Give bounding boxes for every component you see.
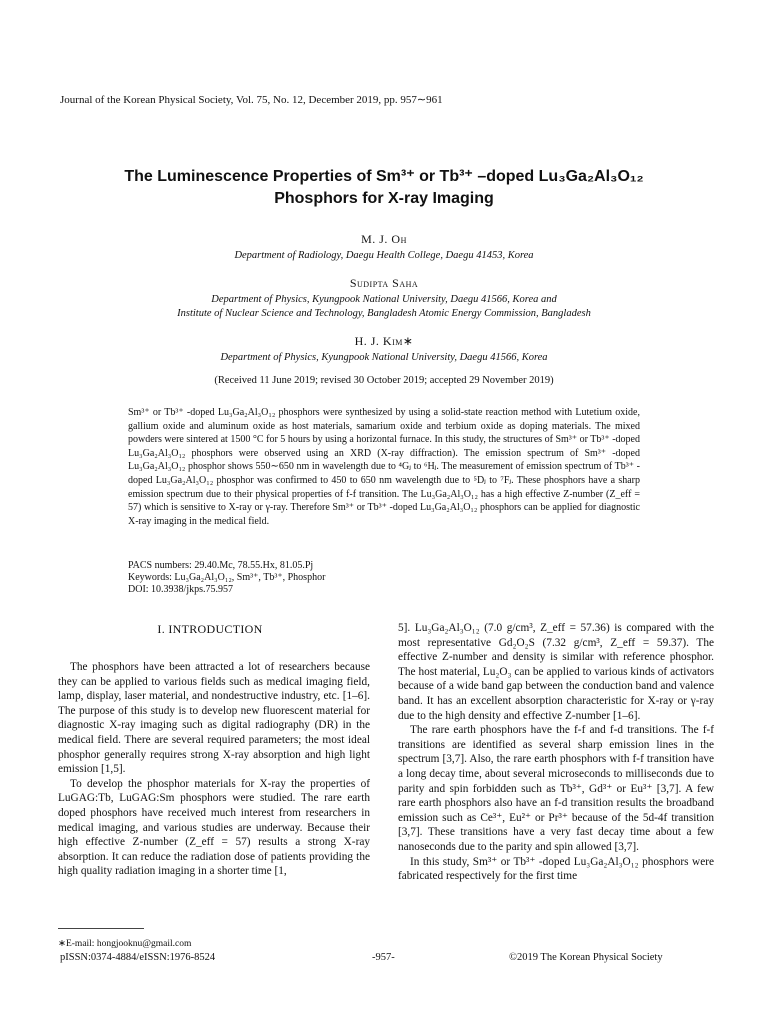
paragraph: In this study, Sm³⁺ or Tb³⁺ -doped Lu₃Ga₂Al₃O₁₂ phosphors were fabricated respectively for the first time bbox=[398, 855, 714, 883]
section-heading: I. INTRODUCTION bbox=[157, 622, 263, 636]
journal-citation: Journal of the Korean Physical Society, Vol. 75, No. 12, December 2019, pp. 957∼961 bbox=[60, 94, 443, 106]
author-1-affiliation: Department of Radiology, Daegu Health College, Daegu 41453, Korea bbox=[234, 250, 534, 261]
doi: DOI: 10.3938/jkps.75.957 bbox=[128, 584, 233, 595]
paragraph: 5]. Lu₃Ga₂Al₃O₁₂ (7.0 g/cm³, Z_eff = 57.36) is compared with the most representative Gd₂O₂S (7.32 g/cm³, Z_eff = 59.37). The effective Z-number and density is similar with reference phosphor. The host material, Lu₂O₃ can be applied to various kinds of activators because of a wide band gap between the conduction band and valence band. It has an excellent absorption characteristic for X-ray or γ-ray due to the high density and effective Z-number [1–6]. bbox=[398, 622, 714, 722]
paragraph: The phosphors have been attracted a lot of researchers because they can be applied to various fields such as medical imaging field, lamp, display, laser material, and nondestructive industry, etc. [1–6]. The purpose of this study is to develop new fluorescent material for diagnostic X-ray imaging such as digital radiography (DR) in the medical field. There are several required parameters; the most ideal phosphor generally requires strong X-ray absorption and high light emission [1,5]. bbox=[58, 661, 370, 776]
abstract: Sm³⁺ or Tb³⁺ -doped Lu₃Ga₂Al₃O₁₂ phosphors were synthesized by using a solid-state reaction method with Lutetium oxide, gallium oxide and aluminum oxide as host materials, samarium oxide and terbium oxide as doping materials. The mixed powders were sintered at 1500 °C for 5 hours by using a horizontal furnace. In this study, the structures of Sm³⁺ or Tb³⁺ -doped Lu₃Ga₂Al₃O₁₂ phosphors were observed using an XRD (X-ray diffraction). The emission spectrum of Sm³⁺ -doped Lu₃Ga₂Al₃O₁₂ phosphor shows 550∼650 nm in wavelength due to ⁴Gⱼ to ⁶Hⱼ. The measurement of emission spectrum of Tb³⁺ -doped Lu₃Ga₂Al₃O₁₂ phosphor was confirmed to 450 to 650 nm wavelength due to ⁵Dⱼ to ⁷Fⱼ. These phosphors have a sharp emission spectrum due to their physical properties of f-f transition. The Lu₃Ga₂Al₃O₁₂ has a high effective Z-number (Z_eff = 57) which is sensitive to X-ray or γ-ray. Therefore Sm³⁺ or Tb³⁺ -doped Lu₃Ga₂Al₃O₁₂ phosphors can be applied for diagnostic X-ray imaging in the medical field. bbox=[128, 407, 640, 527]
footnote-rule bbox=[58, 928, 144, 929]
page-number: -957- bbox=[372, 952, 395, 963]
title-line-2: Phosphors for X-ray Imaging bbox=[274, 190, 494, 207]
right-column bbox=[398, 621, 714, 884]
author-2-affiliation-2: Institute of Nuclear Science and Technology, Bangladesh Atomic Energy Commission, Bangladesh bbox=[177, 308, 591, 319]
author-2-affiliation-1: Department of Physics, Kyungpook National University, Daegu 41566, Korea and bbox=[211, 294, 557, 305]
copyright-footer: ©2019 The Korean Physical Society bbox=[509, 952, 663, 963]
author-3-name: H. J. Kim∗ bbox=[354, 334, 414, 348]
paragraph: To develop the phosphor materials for X-ray the properties of LuGAG:Tb, LuGAG:Sm phosphors were studied. The rare earth doped phosphors have received much interest from researchers in medical imaging, and various studies are underway. Because their high effective Z-number (Z_eff = 57) results a strong X-ray absorption. It can reduce the radiation dose of patients providing the high quality radiation imaging in a shorter time [1, bbox=[58, 777, 370, 878]
pacs-numbers: PACS numbers: 29.40.Mc, 78.55.Hx, 81.05.Pj bbox=[128, 560, 314, 571]
left-column bbox=[58, 660, 370, 879]
paragraph: The rare earth phosphors have the f-f and f-d transitions. The f-f transitions are identified as several sharp emission lines in the spectrum [3,7]. Also, the rare earth phosphors with f-f transition have a long decay time, about several microseconds to milliseconds due to parity and spin forbidden such as Tb³⁺, Gd³⁺ or Eu³⁺ [3,7]. A few rare earth phosphors also have an f-d transition results the broadband emission such as Ce³⁺, Eu²⁺ or Pr³⁺ because of the 5d-4f transition [3,7]. These transitions have a very fast decay time about a few nanoseconds due to the parity and spin allowed [3,7]. bbox=[398, 724, 714, 853]
footnote-email: ∗E-mail: hongjooknu@gmail.com bbox=[58, 939, 192, 949]
title-line-1: The Luminescence Properties of Sm³⁺ or Tb³⁺ –doped Lu₃Ga₂Al₃O₁₂ bbox=[124, 168, 644, 185]
paper-title bbox=[40, 166, 728, 210]
keywords: Keywords: Lu₃Ga₂Al₃O₁₂, Sm³⁺, Tb³⁺, Phosphor bbox=[128, 572, 326, 583]
author-2-name: Sudipta Saha bbox=[349, 276, 419, 290]
received-dates: (Received 11 June 2019; revised 30 October 2019; accepted 29 November 2019) bbox=[214, 375, 554, 386]
author-3-affiliation: Department of Physics, Kyungpook National University, Daegu 41566, Korea bbox=[220, 352, 548, 363]
issn-footer: pISSN:0374-4884/eISSN:1976-8524 bbox=[60, 952, 216, 963]
author-1-name: M. J. Oh bbox=[361, 232, 407, 246]
